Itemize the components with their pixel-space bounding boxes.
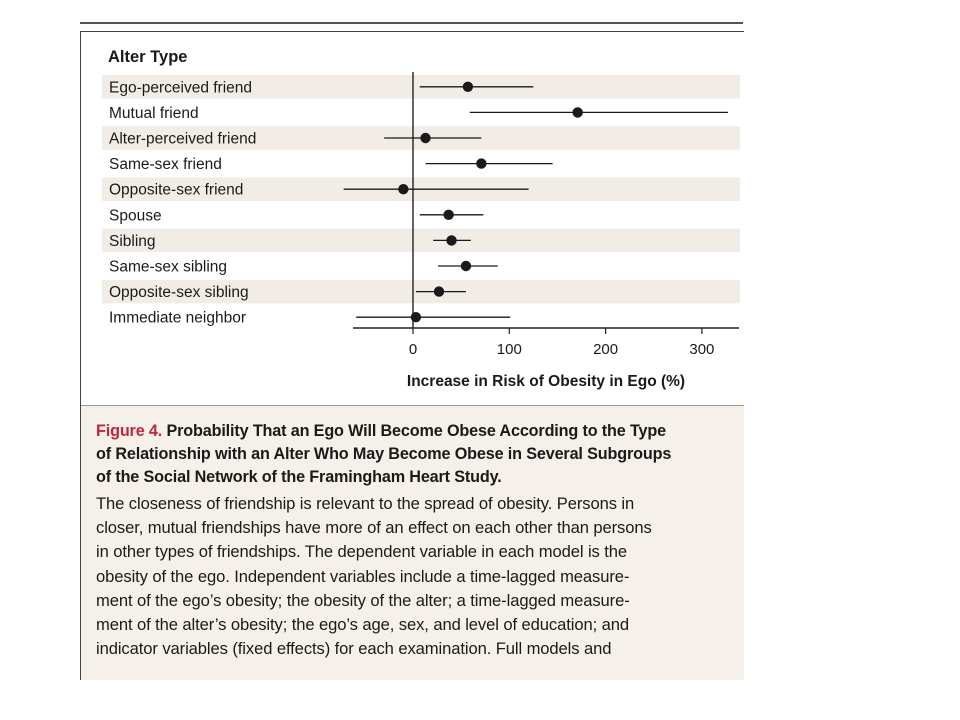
- row-label: Same-sex sibling: [109, 258, 228, 276]
- forest-plot-svg: [81, 32, 744, 404]
- caption-body-line: The closeness of friendship is relevant to the spread of obesity. Persons in: [96, 494, 635, 513]
- point-estimate: [461, 261, 471, 271]
- x-axis-title: Increase in Risk of Obesity in Ego (%): [406, 373, 686, 390]
- row-label: Alter-perceived friend: [109, 130, 257, 148]
- point-estimate: [411, 312, 421, 322]
- row-label: Sibling: [109, 232, 156, 250]
- point-estimate: [572, 107, 582, 117]
- row-label: Ego-perceived friend: [109, 79, 253, 97]
- row-label: Mutual friend: [109, 104, 199, 122]
- panel-title: Alter Type: [108, 48, 188, 66]
- caption-body: [96, 492, 744, 661]
- point-estimate: [476, 158, 486, 168]
- top-rule: [80, 22, 743, 24]
- row-label: Spouse: [109, 207, 162, 225]
- x-tick-label: 100: [496, 341, 522, 358]
- caption-body-line: ment of the ego’s obesity; the obesity of the alter; a time-lagged measure-: [96, 590, 630, 610]
- row-stripe: [102, 229, 740, 253]
- point-estimate: [446, 235, 456, 245]
- row-label: Opposite-sex friend: [109, 181, 244, 199]
- x-tick-label: 200: [593, 341, 619, 358]
- figure-label: Figure 4.: [96, 422, 163, 440]
- caption-body-line: in other types of friendships. The dependent variable in each model is the: [96, 542, 628, 562]
- x-tick-label: 300: [689, 341, 715, 358]
- forest-plot: [81, 32, 744, 404]
- caption-title-text: Probability That an Ego Will Become Obese According to the Type: [162, 422, 666, 440]
- caption-body-line: indicator variables (fixed effects) for each examination. Full models and: [96, 639, 612, 659]
- x-tick-label: 0: [408, 341, 418, 358]
- point-estimate: [434, 286, 444, 296]
- caption-title-line-2: of Relationship with an Alter Who May Become Obese in Several Subgroups: [96, 445, 672, 463]
- row-label: Opposite-sex sibling: [109, 284, 249, 302]
- point-estimate: [443, 210, 453, 220]
- caption-title-line-1: [96, 420, 744, 443]
- point-estimate: [420, 133, 430, 143]
- caption-body-line: closer, mutual friendships have more of an effect on each other than persons: [96, 518, 652, 538]
- caption-title-line-3: of the Social Network of the Framingham Heart Study.: [96, 468, 502, 486]
- point-estimate: [463, 82, 473, 92]
- figure-panel: [80, 31, 744, 680]
- caption-title: [96, 420, 744, 489]
- caption-body-line: ment of the alter’s obesity; the ego’s age, sex, and level of education; and: [96, 615, 629, 635]
- caption-body-line: obesity of the ego. Independent variables include a time-lagged measure-: [96, 566, 630, 586]
- row-label: Immediate neighbor: [109, 309, 246, 327]
- figure-caption: [81, 405, 744, 680]
- row-label: Same-sex friend: [109, 156, 222, 174]
- point-estimate: [398, 184, 408, 194]
